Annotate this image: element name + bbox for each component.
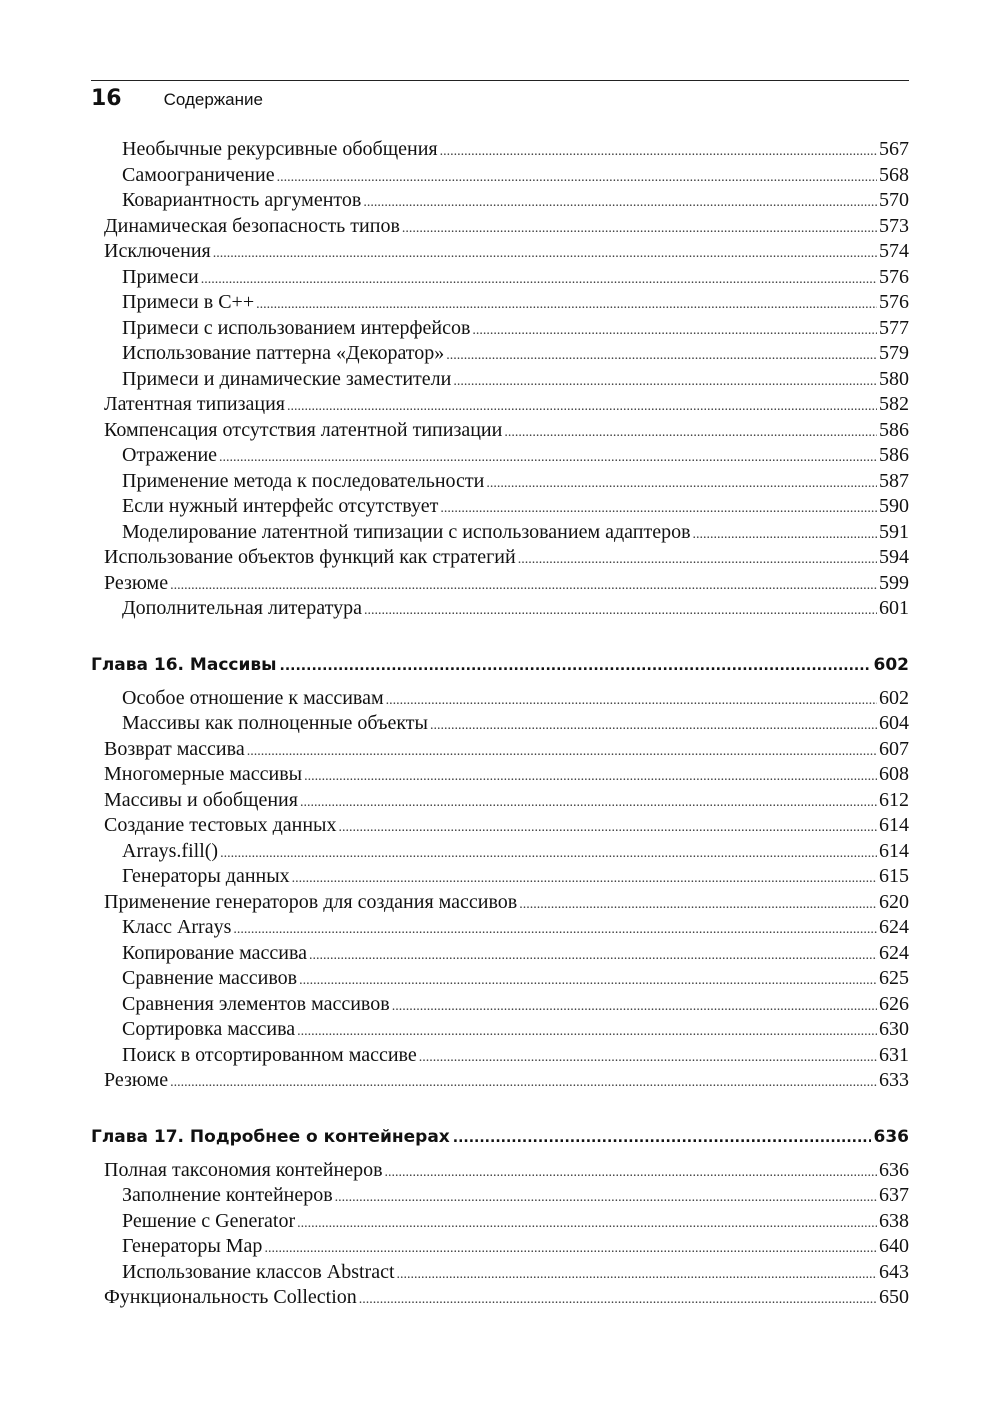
- toc-entry: [91, 443, 909, 469]
- toc-entry-page: 630: [879, 1018, 909, 1040]
- toc-entry-title: Класс Arrays: [122, 916, 232, 938]
- toc-entry-title: Создание тестовых данных: [104, 814, 337, 836]
- toc-entry-title: Сравнение массивов: [122, 967, 298, 989]
- dot-leader: [446, 343, 877, 369]
- toc-entry-page: 582: [879, 393, 909, 415]
- dot-leader: [419, 1045, 877, 1071]
- dot-leader: [364, 598, 877, 624]
- toc-entry-page: 620: [879, 890, 909, 913]
- toc-entry-page: 636: [879, 1158, 909, 1181]
- chapter-title: Глава 16. Массивы: [91, 654, 277, 675]
- toc-entry-page: 586: [879, 444, 909, 466]
- toc-entry-title: Сортировка массива: [122, 1018, 296, 1040]
- toc-entry-page: 614: [879, 814, 909, 836]
- toc-entry: [91, 711, 909, 737]
- toc-entry-page: 602: [879, 686, 909, 709]
- toc-entry-title: Arrays.fill(): [122, 839, 219, 862]
- toc-entry-page: 638: [879, 1209, 909, 1232]
- dot-leader: [486, 471, 877, 497]
- toc-entry-title: Дополнительная литература: [122, 597, 362, 619]
- toc-entry-title: Генераторы Map: [122, 1235, 263, 1257]
- chapter-16-heading: [91, 652, 909, 678]
- toc-entry: [91, 596, 909, 622]
- toc-entry-title: Особое отношение к массивам: [122, 686, 384, 709]
- dot-leader: [402, 216, 877, 242]
- chapter-title: Глава 17. Подробнее о контейнерах: [91, 1126, 450, 1147]
- toc-entry: [91, 941, 909, 967]
- toc-entry: [91, 316, 909, 342]
- toc-entry-page: 637: [879, 1184, 909, 1206]
- toc-entry-title: Динамическая безопасность типов: [104, 214, 400, 237]
- toc-entry-page: 612: [879, 788, 909, 811]
- toc-entry: [91, 737, 909, 763]
- toc-entry: [91, 239, 909, 265]
- toc-group-1: [91, 137, 909, 622]
- running-head: Содержание: [163, 90, 263, 109]
- dot-leader: [518, 547, 877, 573]
- toc-entry-title: Использование объектов функций как стратегий: [104, 546, 516, 568]
- toc-entry: [91, 469, 909, 495]
- dot-leader: [297, 1019, 877, 1045]
- toc-entry: [91, 762, 909, 788]
- toc-entry: [91, 265, 909, 291]
- toc-entry: [91, 992, 909, 1018]
- dot-leader: [386, 688, 877, 714]
- toc-entry-page: 633: [879, 1069, 909, 1091]
- toc-entry: [91, 163, 909, 189]
- toc-entry: [91, 520, 909, 546]
- dot-leader: [287, 394, 877, 420]
- toc-entry: [91, 839, 909, 865]
- toc-entry-page: 568: [879, 163, 909, 186]
- toc-entry: [91, 418, 909, 444]
- dot-leader: [440, 139, 877, 165]
- chapter-page: 636: [873, 1126, 909, 1147]
- toc-entry: [91, 392, 909, 418]
- toc-entry-page: 574: [879, 240, 909, 262]
- toc-entry-page: 576: [879, 265, 909, 288]
- toc-entry-title: Использование паттерна «Декоратор»: [122, 342, 445, 364]
- dot-leader: [170, 573, 877, 599]
- toc-entry: [91, 1285, 909, 1311]
- toc-entry: [91, 137, 909, 163]
- toc-entry-title: Применение генераторов для создания массивов: [104, 890, 518, 913]
- toc-entry: [91, 367, 909, 393]
- dot-leader: [233, 917, 877, 943]
- toc-entry: [91, 1209, 909, 1235]
- toc-entry-page: 599: [879, 571, 909, 594]
- dot-leader: [280, 653, 871, 679]
- toc-entry-title: Отражение: [122, 444, 218, 466]
- dot-leader: [472, 318, 877, 344]
- dot-leader: [277, 165, 877, 191]
- toc-entry-title: Моделирование латентной типизации с использованием адаптеров: [122, 520, 691, 543]
- dot-leader: [392, 994, 877, 1020]
- dot-leader: [247, 739, 877, 765]
- dot-leader: [430, 713, 877, 739]
- dot-leader: [309, 943, 877, 969]
- toc-entry: [91, 290, 909, 316]
- toc-entry-page: 580: [879, 367, 909, 390]
- dot-leader: [693, 522, 877, 548]
- toc-entry-title: Латентная типизация: [104, 393, 285, 415]
- dot-leader: [335, 1185, 877, 1211]
- toc-entry: [91, 214, 909, 240]
- toc-entry: [91, 686, 909, 712]
- toc-entry: [91, 188, 909, 214]
- dot-leader: [300, 790, 877, 816]
- dot-leader: [453, 1125, 871, 1151]
- dot-leader: [504, 420, 877, 446]
- chapter-17-heading: [91, 1124, 909, 1150]
- toc-entry-page: 625: [879, 967, 909, 989]
- toc-entry-page: 624: [879, 916, 909, 938]
- toc-entry-title: Многомерные массивы: [104, 763, 303, 785]
- toc-entry-title: Необычные рекурсивные обобщения: [122, 138, 438, 160]
- toc-entry-page: 594: [879, 546, 909, 568]
- dot-leader: [220, 841, 877, 867]
- toc-group-2: [91, 686, 909, 1094]
- toc-entry-title: Поиск в отсортированном массиве: [122, 1043, 417, 1066]
- dot-leader: [359, 1287, 877, 1313]
- page-header: [91, 82, 263, 116]
- toc-entry: [91, 1183, 909, 1209]
- toc-entry-title: Примеси в C++: [122, 291, 255, 313]
- toc-entry-title: Полная таксономия контейнеров: [104, 1158, 383, 1181]
- toc-entry-title: Использование классов Abstract: [122, 1260, 395, 1283]
- dot-leader: [297, 1211, 877, 1237]
- dot-leader: [304, 764, 877, 790]
- toc-entry-title: Примеси с использованием интерфейсов: [122, 316, 471, 339]
- toc-entry: [91, 788, 909, 814]
- toc-entry-page: 577: [879, 316, 909, 339]
- toc-entry-title: Возврат массива: [104, 737, 245, 760]
- toc-entry-page: 640: [879, 1235, 909, 1257]
- toc-entry-title: Генераторы данных: [122, 865, 290, 887]
- toc-entry-title: Копирование массива: [122, 941, 307, 964]
- header-rule: [91, 80, 909, 81]
- toc-entry-page: 586: [879, 418, 909, 441]
- toc-entry-page: 590: [879, 495, 909, 517]
- toc-entry: [91, 966, 909, 992]
- dot-leader: [201, 267, 877, 293]
- toc-entry-page: 576: [879, 291, 909, 313]
- page-number: 16: [91, 86, 122, 111]
- toc-entry-page: 573: [879, 214, 909, 237]
- toc-entry-title: Примеси и динамические заместители: [122, 367, 452, 390]
- dot-leader: [219, 445, 877, 471]
- toc-entry-page: 579: [879, 342, 909, 364]
- toc-entry-title: Функциональность Collection: [104, 1286, 357, 1308]
- dot-leader: [213, 241, 877, 267]
- toc-entry-title: Самоограничение: [122, 163, 275, 186]
- dot-leader: [397, 1262, 877, 1288]
- toc-entry-title: Ковариантность аргументов: [122, 189, 362, 211]
- toc-entry-title: Если нужный интерфейс отсутствует: [122, 495, 439, 517]
- toc-entry: [91, 341, 909, 367]
- table-of-contents: [91, 137, 909, 1311]
- toc-entry-page: 587: [879, 469, 909, 492]
- dot-leader: [385, 1160, 877, 1186]
- toc-entry-page: 570: [879, 189, 909, 211]
- dot-leader: [453, 369, 877, 395]
- toc-entry-page: 615: [879, 865, 909, 887]
- toc-entry-title: Примеси: [122, 265, 199, 288]
- toc-entry: [91, 813, 909, 839]
- toc-group-3: [91, 1158, 909, 1311]
- toc-entry: [91, 571, 909, 597]
- toc-entry-page: 567: [879, 138, 909, 160]
- toc-entry-page: 604: [879, 712, 909, 734]
- dot-leader: [264, 1236, 877, 1262]
- toc-entry-title: Исключения: [104, 240, 211, 262]
- toc-entry-page: 591: [879, 520, 909, 543]
- dot-leader: [338, 815, 877, 841]
- toc-entry-page: 601: [879, 597, 909, 619]
- dot-leader: [440, 496, 877, 522]
- toc-entry-title: Применение метода к последовательности: [122, 469, 485, 492]
- toc-entry: [91, 890, 909, 916]
- dot-leader: [292, 866, 877, 892]
- toc-entry: [91, 915, 909, 941]
- dot-leader: [299, 968, 877, 994]
- toc-entry-page: 631: [879, 1043, 909, 1066]
- toc-entry-page: 614: [879, 839, 909, 862]
- toc-entry-title: Массивы и обобщения: [104, 788, 298, 811]
- toc-entry-title: Заполнение контейнеров: [122, 1184, 333, 1206]
- toc-entry: [91, 864, 909, 890]
- toc-entry: [91, 1043, 909, 1069]
- toc-entry-page: 607: [879, 737, 909, 760]
- toc-entry-page: 626: [879, 992, 909, 1015]
- chapter-page: 602: [873, 654, 909, 675]
- toc-entry: [91, 1260, 909, 1286]
- dot-leader: [519, 892, 877, 918]
- toc-entry-page: 650: [879, 1286, 909, 1308]
- toc-entry-title: Резюме: [104, 571, 169, 594]
- dot-leader: [363, 190, 877, 216]
- dot-leader: [170, 1070, 877, 1096]
- toc-entry: [91, 1234, 909, 1260]
- toc-entry-page: 624: [879, 941, 909, 964]
- toc-entry-title: Массивы как полноценные объекты: [122, 712, 428, 734]
- toc-entry-title: Компенсация отсутствия латентной типизации: [104, 418, 503, 441]
- toc-entry-title: Сравнения элементов массивов: [122, 992, 390, 1015]
- toc-entry-title: Решение с Generator: [122, 1209, 296, 1232]
- dot-leader: [256, 292, 877, 318]
- toc-entry: [91, 1017, 909, 1043]
- toc-entry-page: 643: [879, 1260, 909, 1283]
- toc-entry-title: Резюме: [104, 1069, 169, 1091]
- toc-entry: [91, 545, 909, 571]
- toc-entry: [91, 494, 909, 520]
- toc-entry: [91, 1158, 909, 1184]
- toc-entry: [91, 1068, 909, 1094]
- toc-entry-page: 608: [879, 763, 909, 785]
